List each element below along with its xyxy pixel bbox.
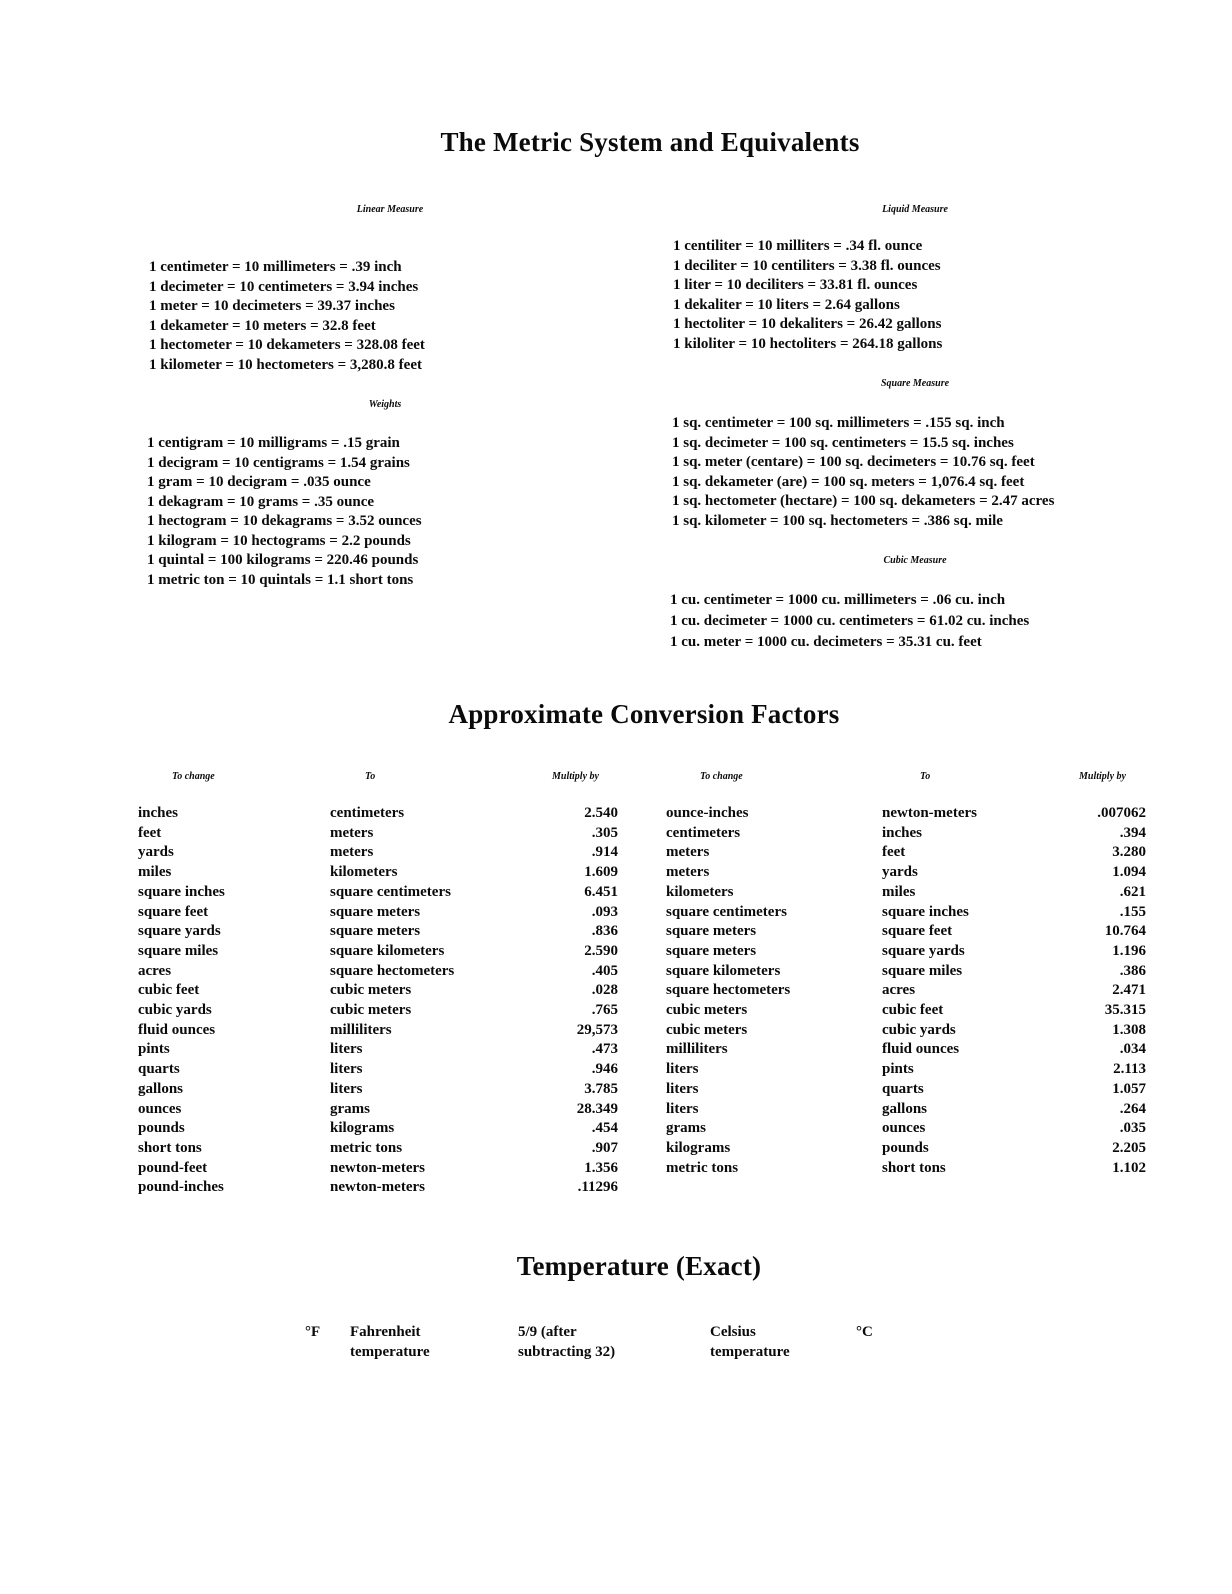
table-cell: pints [138,1041,170,1058]
list-item: 1 decigram = 10 centigrams = 1.54 grains [147,454,410,471]
table-cell: .11296 [577,1179,618,1196]
liquid-measure-heading: Liquid Measure [882,204,948,215]
table-cell: yards [882,864,918,881]
table-cell: liters [666,1061,699,1078]
list-item: 1 dekagram = 10 grams = .35 ounce [147,493,375,510]
table-cell: liters [330,1080,363,1097]
table-cell: fluid ounces [882,1041,960,1058]
table-cell: liters [330,1041,363,1058]
table-cell: .034 [1119,1041,1146,1058]
table-cell: 2.205 [1112,1139,1146,1156]
table-cell: cubic yards [138,1002,212,1019]
table-cell: 2.590 [584,942,618,959]
table-cell: meters [330,824,374,841]
table-cell: milliliters [666,1041,728,1058]
table-cell: centimeters [330,805,405,821]
table-cell: pounds [882,1139,929,1156]
table-cell: cubic feet [138,982,200,999]
table-cell: square feet [138,903,209,920]
fahrenheit-sub: temperature [350,1344,430,1360]
table-cell: pound-inches [138,1179,224,1196]
list-item: 1 sq. dekameter (are) = 100 sq. meters = 1,076.4 sq. feet [672,473,1025,490]
table-cell: kilometers [666,883,734,900]
table-cell: .473 [591,1041,618,1058]
table-cell: .155 [1119,903,1146,920]
table-cell: .914 [591,844,618,861]
table-cell: 2.113 [1113,1061,1146,1078]
table-cell: newton-meters [330,1179,425,1196]
table-cell: .028 [591,982,618,999]
table-cell: kilograms [330,1120,395,1137]
table-cell: cubic yards [882,1021,956,1038]
table-cell: .305 [591,824,618,841]
list-item: 1 gram = 10 decigram = .035 ounce [147,474,371,490]
left-from-column [138,804,225,1198]
fahrenheit-symbol: °F [305,1324,321,1340]
list-item: 1 decimeter = 10 centimeters = 3.94 inches [149,278,419,295]
table-cell: .405 [591,962,618,979]
table-cell: 1.356 [584,1159,618,1176]
table-cell: 1.308 [1112,1021,1146,1038]
right-to-header: To [920,771,931,782]
table-cell: 1.057 [1112,1080,1146,1097]
list-item: 1 centigram = 10 milligrams = .15 grain [147,435,400,451]
weights-heading: Weights [368,399,402,410]
table-cell: short tons [138,1139,202,1156]
table-cell: 2.471 [1112,982,1146,999]
table-cell: square meters [330,923,421,940]
fahrenheit-name: Fahrenheit [350,1324,421,1340]
table-cell: square yards [882,942,965,959]
left-to-column [330,804,454,1198]
square-measure-heading: Square Measure [880,378,950,389]
cubic-measure-heading: Cubic Measure [883,555,947,566]
table-cell: ounce-inches [666,805,749,821]
table-cell: square kilometers [330,942,445,959]
table-cell: inches [138,805,179,821]
table-cell: square meters [666,923,757,940]
table-cell: .621 [1119,883,1146,900]
table-cell: 35.315 [1104,1002,1146,1019]
table-cell: meters [666,864,710,881]
list-item: 1 kilogram = 10 hectograms = 2.2 pounds [147,532,411,549]
table-cell: .394 [1119,824,1146,841]
factor-sub: subtracting 32) [518,1344,616,1360]
list-item: 1 sq. kilometer = 100 sq. hectometers = .386 sq. mile [672,512,1003,529]
table-cell: square kilometers [666,962,781,979]
table-cell: grams [330,1100,370,1117]
temperature-title: Temperature (Exact) [516,1251,762,1281]
table-cell: centimeters [666,824,741,841]
left-to-header: To [365,771,376,782]
table-cell: 6.451 [584,883,618,900]
table-cell: short tons [882,1159,946,1176]
table-cell: cubic feet [882,1002,944,1019]
table-cell: .386 [1119,962,1146,979]
table-cell: liters [666,1100,699,1117]
table-cell: .035 [1119,1120,1146,1137]
page-title: The Metric System and Equivalents [440,127,860,157]
table-cell: newton-meters [330,1159,425,1176]
conversion-title: Approximate Conversion Factors [448,699,840,729]
table-cell: quarts [138,1061,180,1078]
table-cell: inches [882,824,923,841]
list-item: 1 sq. centimeter = 100 sq. millimeters = .155 sq. inch [672,415,1005,431]
table-cell: .836 [591,923,618,940]
table-cell: cubic meters [330,982,412,999]
list-item: 1 cu. decimeter = 1000 cu. centimeters = 61.02 cu. inches [670,613,1030,629]
list-item: 1 hectoliter = 10 dekaliters = 26.42 gallons [673,316,942,332]
table-cell: 10.764 [1104,923,1146,940]
right-multiply-header: Multiply by [1079,771,1126,782]
table-cell: liters [666,1080,699,1097]
list-item: 1 cu. meter = 1000 cu. decimeters = 35.31 cu. feet [670,634,982,650]
list-item: 1 sq. hectometer (hectare) = 100 sq. dekameters = 2.47 acres [672,493,1055,509]
list-item: 1 hectometer = 10 dekameters = 328.08 feet [149,337,425,353]
table-cell: kilometers [330,864,398,881]
table-cell: cubic meters [330,1002,412,1019]
table-cell: 28.349 [576,1100,618,1117]
table-cell: milliliters [330,1021,392,1038]
table-cell: square meters [330,903,421,920]
conversion-factor [518,1322,615,1362]
table-cell: cubic meters [666,1002,748,1019]
linear-measure-list [149,258,425,375]
table-cell: ounces [882,1120,926,1137]
list-item: 1 hectogram = 10 dekagrams = 3.52 ounces [147,513,422,529]
celsius-label [710,1322,790,1362]
table-cell: 1.196 [1112,942,1146,959]
table-cell: square centimeters [330,883,451,900]
list-item: 1 kiloliter = 10 hectoliters = 264.18 gallons [673,335,943,352]
table-cell: cubic meters [666,1021,748,1038]
table-cell: miles [138,864,172,881]
table-cell: .454 [591,1120,618,1137]
factor-line: 5/9 (after [518,1324,577,1340]
list-item: 1 sq. decimeter = 100 sq. centimeters = 15.5 sq. inches [672,434,1014,451]
left-multiply-header: Multiply by [552,771,599,782]
table-cell: quarts [882,1080,924,1097]
table-cell: 3.785 [584,1080,618,1097]
list-item: 1 sq. meter (centare) = 100 sq. decimeters = 10.76 sq. feet [672,454,1035,470]
list-item: 1 quintal = 100 kilograms = 220.46 pounds [147,552,419,568]
table-cell: gallons [138,1080,184,1097]
table-cell: square centimeters [666,903,787,920]
list-item: 1 dekameter = 10 meters = 32.8 feet [149,317,376,334]
table-cell: .264 [1119,1100,1146,1117]
celsius-name: Celsius [710,1324,756,1340]
right-from-column [666,804,790,1178]
list-item: 1 meter = 10 decimeters = 39.37 inches [149,298,395,314]
table-cell: yards [138,844,174,861]
table-cell: meters [330,844,374,861]
table-cell: feet [138,824,162,841]
table-cell: 1.102 [1112,1159,1146,1176]
table-cell: gallons [882,1100,928,1117]
list-item: 1 centimeter = 10 millimeters = .39 inch [149,259,402,275]
right-factor-column [1060,804,1146,1178]
table-cell: square hectometers [666,982,791,999]
list-item: 1 metric ton = 10 quintals = 1.1 short tons [147,571,414,588]
table-cell: square yards [138,923,221,940]
table-cell: 2.540 [584,805,618,821]
table-cell: meters [666,844,710,861]
celsius-sub: temperature [710,1344,790,1360]
table-cell: feet [882,844,906,861]
table-cell: acres [882,982,916,999]
table-cell: 1.609 [584,864,618,881]
table-cell: metric tons [330,1139,403,1156]
list-item: 1 kilometer = 10 hectometers = 3,280.8 feet [149,356,422,373]
right-to-change-header: To change [700,771,743,782]
table-cell: fluid ounces [138,1021,216,1038]
table-cell: metric tons [666,1159,739,1176]
linear-measure-heading: Linear Measure [356,204,424,215]
list-item: 1 dekaliter = 10 liters = 2.64 gallons [673,296,900,313]
fahrenheit-label [350,1322,430,1362]
table-cell: .007062 [1097,805,1146,821]
table-cell: pounds [138,1120,185,1137]
list-item: 1 cu. centimeter = 1000 cu. millimeters = .06 cu. inch [670,592,1006,608]
square-measure-list [672,414,1054,531]
table-cell: acres [138,962,172,979]
table-cell: .907 [591,1139,618,1156]
right-to-column [882,804,977,1178]
table-cell: liters [330,1061,363,1078]
table-cell: 1.094 [1112,864,1146,881]
table-cell: grams [666,1120,706,1137]
left-to-change-header: To change [172,771,215,782]
cubic-measure-list [670,590,1029,653]
list-item: 1 centiliter = 10 milliters = .34 fl. ounce [673,238,923,254]
table-cell: .765 [591,1002,618,1019]
table-cell: 3.280 [1112,844,1146,861]
table-cell: square inches [138,883,225,900]
table-cell: .946 [591,1061,618,1078]
table-cell: newton-meters [882,805,977,821]
table-cell: 29,573 [576,1021,618,1038]
table-cell: square inches [882,903,969,920]
list-item: 1 deciliter = 10 centiliters = 3.38 fl. ounces [673,257,941,274]
table-cell: .093 [591,903,618,920]
table-cell: pound-feet [138,1159,208,1176]
table-cell: kilograms [666,1139,731,1156]
liquid-measure-list [673,237,942,354]
celsius-symbol: °C [856,1324,873,1340]
table-cell: square meters [666,942,757,959]
table-cell: square miles [882,962,963,979]
table-cell: pints [882,1061,914,1078]
left-factor-column [540,804,618,1198]
table-cell: square feet [882,923,953,940]
weights-list [147,434,422,590]
table-cell: ounces [138,1100,182,1117]
list-item: 1 liter = 10 deciliters = 33.81 fl. ounces [673,277,918,293]
table-cell: square hectometers [330,962,455,979]
table-cell: square miles [138,942,219,959]
table-cell: miles [882,883,916,900]
